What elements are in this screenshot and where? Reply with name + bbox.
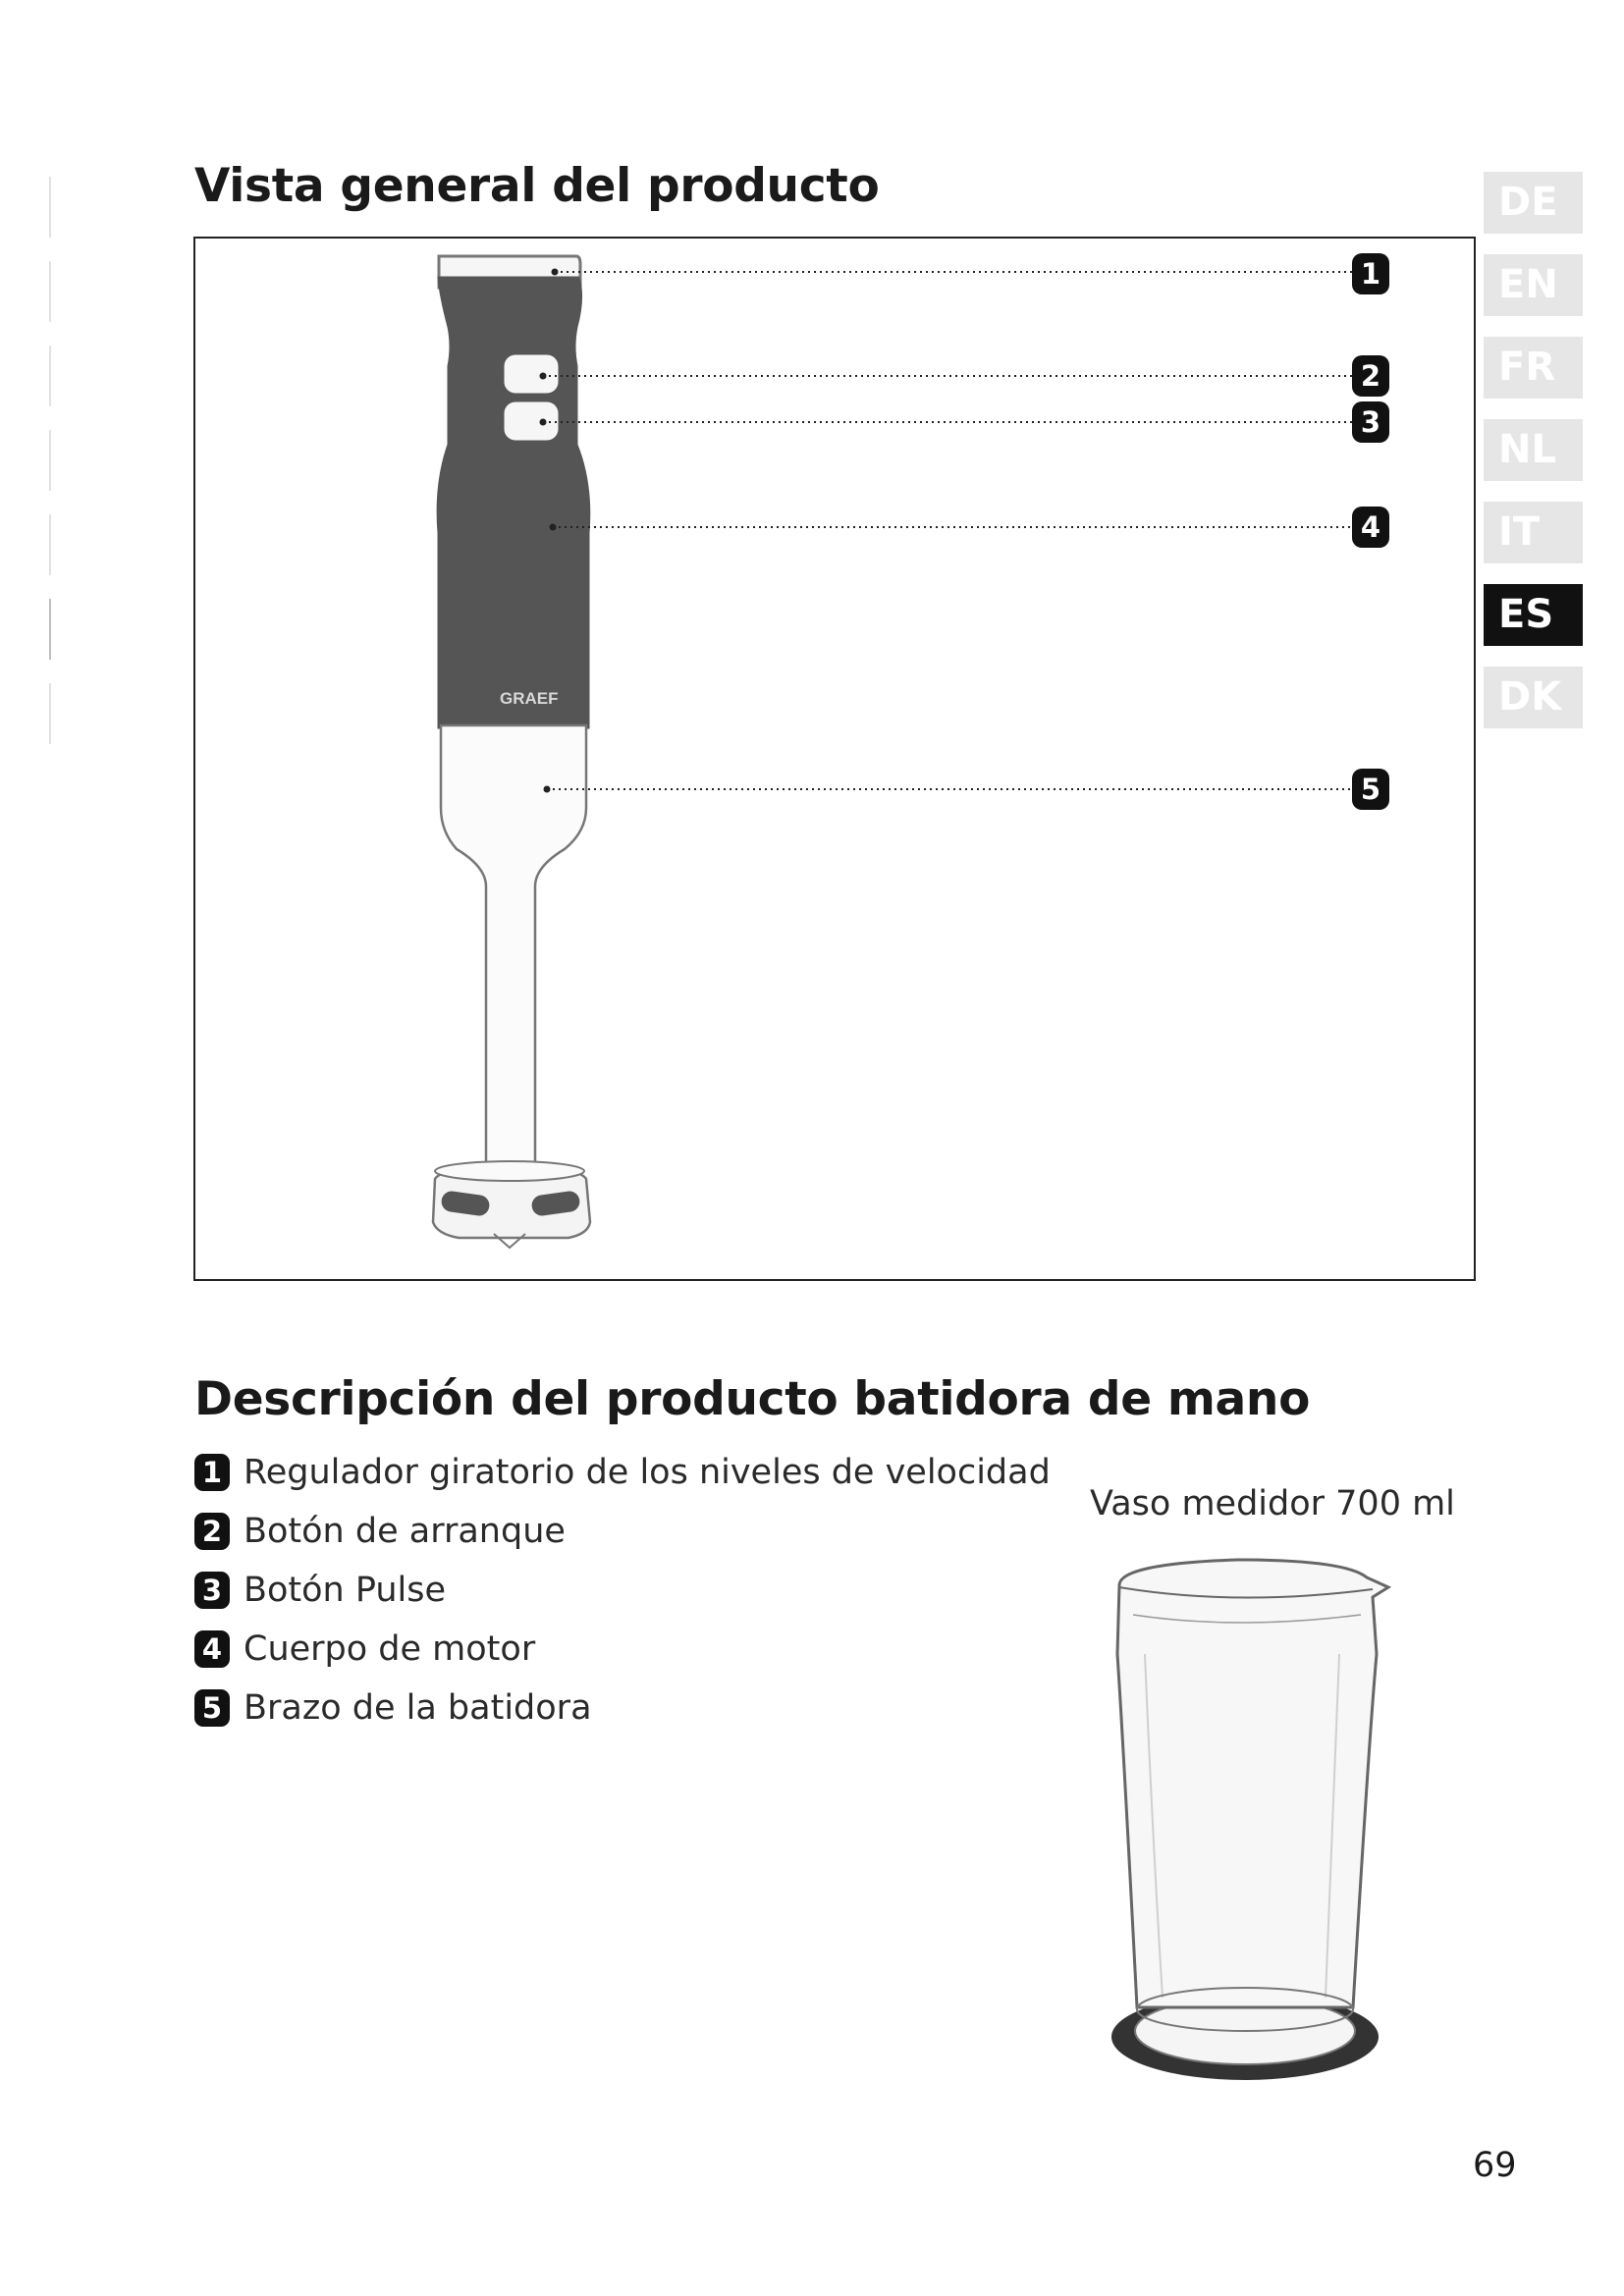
hand-blender	[433, 256, 590, 1248]
overview-title: Vista general del producto	[194, 159, 880, 213]
svg-text:5: 5	[1360, 773, 1381, 806]
item-text: Botón de arranque	[244, 1512, 566, 1551]
measuring-jug	[1090, 1546, 1404, 2096]
lang-tab-en[interactable]: EN	[1484, 254, 1583, 316]
brand-logo: GRAEF	[500, 689, 559, 708]
item-number-badge: 2	[194, 1513, 230, 1550]
item-number-badge: 3	[194, 1572, 230, 1609]
lower-housing	[441, 725, 586, 1173]
list-item	[194, 1502, 1051, 1561]
callout-leaders	[543, 272, 1352, 789]
motor-body	[438, 278, 589, 727]
item-text: Botón Pulse	[244, 1571, 447, 1610]
description-title: Descripción del producto batidora de mano	[194, 1372, 1311, 1426]
item-number-badge: 5	[194, 1689, 230, 1727]
measuring-jug-illustration	[1090, 1546, 1404, 2100]
start-button	[506, 356, 557, 392]
callout-badge-5	[1352, 769, 1389, 810]
lang-tab-dk[interactable]: DK	[1484, 667, 1583, 728]
item-number-badge: 4	[194, 1630, 230, 1668]
lang-tab-it[interactable]: IT	[1484, 502, 1583, 563]
lang-tab-es[interactable]: ES	[1484, 584, 1583, 646]
callout-badge-2	[1352, 355, 1389, 397]
callout-badge-1	[1352, 253, 1389, 294]
svg-text:4: 4	[1360, 510, 1381, 544]
callout-badge-4	[1352, 507, 1389, 548]
item-text: Cuerpo de motor	[244, 1629, 536, 1669]
svg-text:1: 1	[1360, 257, 1381, 291]
list-item	[194, 1679, 1051, 1737]
callout-badge-3	[1352, 401, 1389, 443]
item-number-badge: 1	[194, 1454, 230, 1491]
page-number: 69	[1473, 2146, 1517, 2185]
svg-text:3: 3	[1360, 405, 1381, 439]
svg-text:2: 2	[1360, 359, 1381, 393]
lang-tab-nl[interactable]: NL	[1484, 419, 1583, 481]
description-list	[194, 1443, 1051, 1737]
item-text: Regulador giratorio de los niveles de velocidad	[244, 1453, 1051, 1492]
language-tabs	[1484, 172, 1583, 749]
page-edge-marks	[49, 177, 52, 736]
jug-caption: Vaso medidor 700 ml	[1090, 1484, 1455, 1523]
item-text: Brazo de la batidora	[244, 1688, 592, 1728]
hand-blender-illustration	[195, 239, 1478, 1283]
lang-tab-fr[interactable]: FR	[1484, 337, 1583, 399]
product-overview-figure	[193, 237, 1476, 1281]
list-item	[194, 1620, 1051, 1679]
lang-tab-de[interactable]: DE	[1484, 172, 1583, 234]
list-item	[194, 1561, 1051, 1620]
list-item	[194, 1443, 1051, 1502]
